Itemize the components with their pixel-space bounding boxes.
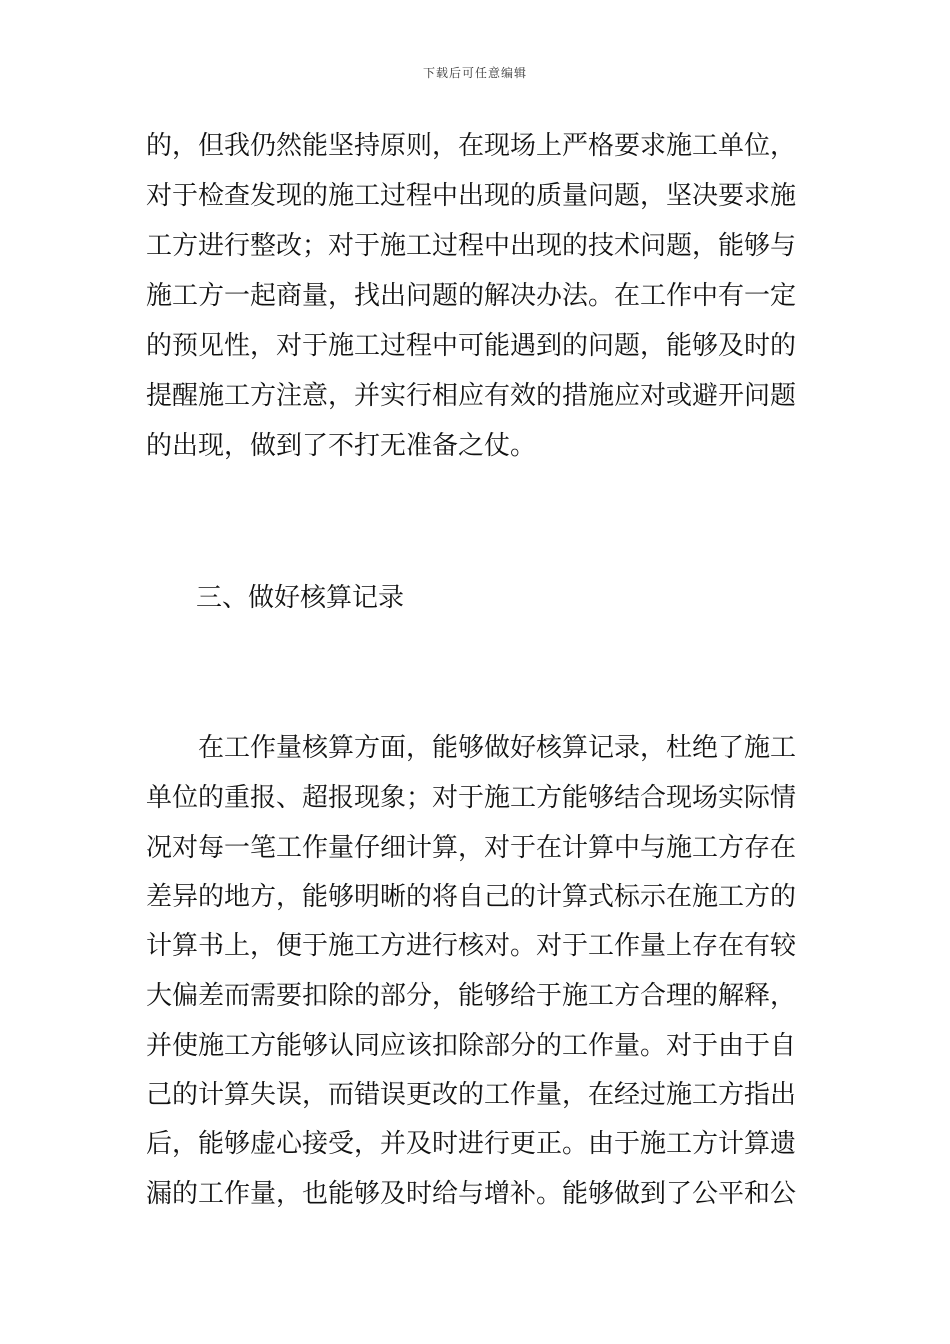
paragraph-line: 后，能够虚心接受，并及时进行更正。由于施工方计算遗	[146, 1129, 797, 1159]
paragraph-line: 在工作量核算方面，能够做好核算记录，杜绝了施工	[198, 733, 797, 763]
paragraph-line: 的，但我仍然能坚持原则，在现场上严格要求施工单位，	[146, 131, 797, 161]
paragraph-line: 施工方一起商量，找出问题的解决办法。在工作中有一定	[146, 281, 797, 311]
page-header: 下载后可任意编辑	[422, 66, 527, 80]
paragraph-line: 差异的地方，能够明晰的将自己的计算式标示在施工方的	[146, 882, 797, 912]
paragraph-line: 大偏差而需要扣除的部分，能够给于施工方合理的解释，	[146, 981, 797, 1011]
paragraph-line: 计算书上，便于施工方进行核对。对于工作量上存在有较	[146, 931, 797, 961]
paragraph-line: 提醒施工方注意，并实行相应有效的措施应对或避开问题	[146, 381, 797, 411]
paragraph-line: 单位的重报、超报现象；对于施工方能够结合现场实际情	[146, 783, 797, 813]
paragraph-line: 对于检查发现的施工过程中出现的质量问题，坚决要求施	[146, 181, 797, 211]
paragraph-line: 况对每一笔工作量仔细计算，对于在计算中与施工方存在	[146, 833, 797, 863]
paragraph-line: 漏的工作量，也能够及时给与增补。能够做到了公平和公	[146, 1179, 797, 1209]
paragraph-line: 己的计算失误，而错误更改的工作量，在经过施工方指出	[146, 1080, 797, 1110]
paragraph-line: 的预见性，对于施工过程中可能遇到的问题，能够及时的	[146, 331, 797, 361]
paragraph-line: 的出现，做到了不打无准备之仗。	[146, 431, 537, 461]
paragraph-line: 工方进行整改；对于施工过程中出现的技术问题，能够与	[146, 231, 797, 261]
paragraph-line: 并使施工方能够认同应该扣除部分的工作量。对于由于自	[146, 1031, 797, 1061]
section-heading: 三、做好核算记录	[196, 583, 405, 613]
